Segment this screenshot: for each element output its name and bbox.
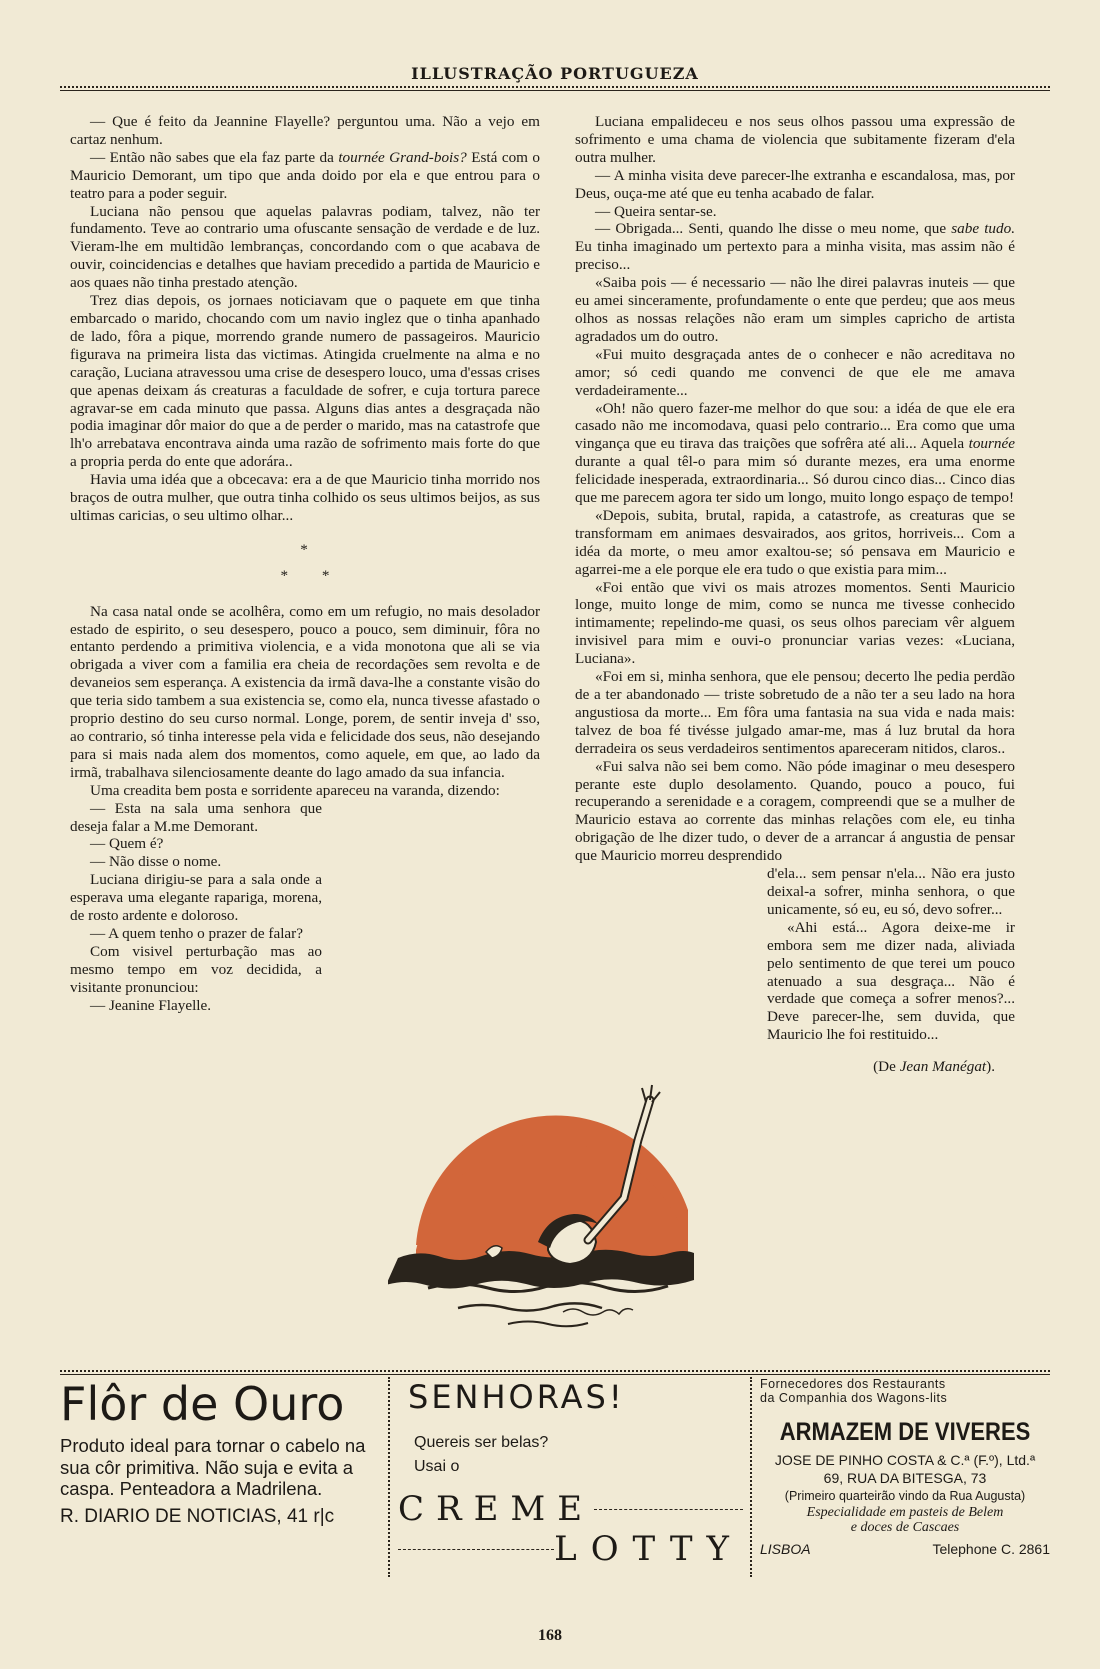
paragraph: — A quem tenho o prazer de falar? [90,924,303,942]
ad-creme-title: SENHORAS! [408,1378,625,1416]
narrow-block [767,865,1015,1044]
paragraph: — Esta na sala uma senhora que deseja falar a M.me Demorant. [70,799,322,835]
right-column [575,113,1015,1076]
ad-divider [388,1377,390,1577]
paragraph: Uma creadita bem posta e sorridente apareceu na varanda, dizendo: [90,781,500,799]
dashed-line [398,1549,554,1550]
ad-armazem-small1: Fornecedores dos Restaurants [760,1377,946,1391]
ad-armazem [760,1377,1050,1557]
paragraph: — Obrigada... Senti, quando lhe disse o meu nome, que sabe tudo. Eu tinha imaginado um pertexto para a minha visita, mas assim não é preciso... [575,220,1016,274]
ad-flor-text: Produto ideal para tornar o cabelo na sua côr primitiva. Não suja e evita a caspa. Penteadora a Madrilena. [60,1435,366,1499]
ad-armazem-phone: Telephone C. 2861 [932,1541,1050,1557]
ad-armazem-city: LISBOA [760,1541,811,1557]
paragraph: — Não disse o nome. [90,853,222,871]
paragraph: «Saiba pois — é necessario — não lhe direi palavras inuteis — que eu amei sinceramente, profundamente o ente que perdeu; que aos meus olhos as nossas relações não eram um simples capricho de artista agradados um do outro. [575,274,1015,345]
paragraph: «Fui muito desgraçada antes de o conhecer e não acreditava no amor; só cedi quando me convenci de que ele me amava verdadeiramente... [575,345,1015,399]
ad-armazem-address: 69, RUA DA BITESGA, 73 [823,1470,987,1486]
ad-armazem-firm: JOSE DE PINHO COSTA & C.ª (F.º), Ltd.ª [774,1452,1036,1468]
ad-creme-brand2: LOTTY [554,1529,743,1569]
ad-armazem-spec1: Especialidade em pasteis de Belem [806,1505,1004,1520]
paragraph: — Quem é? [90,835,164,853]
paragraph: Luciana não pensou que aquelas palavras podiam, talvez, não ter fundamento. Teve ao contrario uma ofuscante sensação de verdade e de luz. Vieram-lhe em multidão lembranças, concordando com o que acabava de ouvir, coincidencias e detalhes que haviam precedido a partida de Mauricio e aos quaes não tinha prestado atenção. [70,202,540,292]
illustration-drawing [388,1080,718,1338]
left-column [70,113,540,1015]
paragraph: d'ela... sem pensar n'ela... Não era justo deixal-a sofrer, minha senhora, o que unicamente, só eu, eu só, devo sofrer... [767,865,1015,918]
paragraph: Havia uma idéa que a obcecava: era a de que Mauricio tinha morrido nos braços de outra mulher, que outra tinha colhido os seus ultimos beijos, as sus ultimas caricias, o seu ultimo olhar... [70,471,540,524]
ad-creme-brand1: CREME [398,1489,595,1529]
paragraph: — A minha visita deve parecer-lhe extranha e escandalosa, mas, por Deus, ouça-me até que eu tenha acabado de falar. [575,166,1015,202]
dashed-line [594,1509,743,1510]
masthead-title: ILLUSTRAÇÃO PORTUGUEZA [411,64,699,83]
ad-armazem-title: ARMAZEM DE VIVERES [779,1417,1031,1446]
paragraph: — Que é feito da Jeannine Flayelle? perguntou uma. Não a vejo em cartaz nenhum. [70,113,540,148]
artist-signature [563,1309,633,1315]
ads-rule [60,1370,1050,1375]
ad-creme-line2: Usai o [414,1458,460,1475]
ad-creme-brand1-row [398,1489,743,1529]
ad-flor-title: Flôr de Ouro [60,1377,345,1431]
ad-divider [750,1377,752,1577]
paragraph: «Oh! não quero fazer-me melhor do que sou: a idéa de que ele era casado não me incomodava, quasi pelo contrario... Era como que uma vingança que eu tirava das traições que sofrêra até ali... Aquela tournée durante a qual têl-o para mim só durante mezes, era uma enorme felicidade inesperada, extraordinaria... Só durou cinco dias... Cinco dias que me parecem agora ter sido um longo, muito longo espaço de tempo! [575,399,1016,507]
paragraph: — Queira sentar-se. [595,202,717,220]
paragraph: «Depois, subita, brutal, rapida, a catastrofe, as creaturas que se transformam em animaes desvairados, aos gritos, horriveis... Com a idéa da morte, o meu amor exaltou-se; só pensava em Mauricio e agarrei-me a ele porque ele era tudo o que existia para mim... [575,506,1015,578]
section-break-star: * [300,540,310,558]
ad-creme-brand2-row [398,1529,743,1569]
page-number: 168 [538,1627,562,1644]
ad-creme-text [414,1431,743,1479]
attribution: (De Jean Manégat). [873,1058,995,1076]
ad-armazem-note: (Primeiro quarteirão vindo da Rua Augusta) [784,1489,1026,1503]
ad-creme-line1: Quereis ser belas? [414,1434,549,1451]
paragraph: Na casa natal onde se acolhêra, como em um refugio, no mais desolador estado de espirito, o seu desespero, pouco a pouco, sem diminuir, fôra no entanto perdendo a primitiva violencia, e a vida monotona que ali se via obrigada a viver com a familia era cheia de recordações sem revolta e de devaneios sem esperança. A existencia da irmã dava-lhe a constante visão do que teria sido tambem a sua existencia se, como ela, nunca tivesse afastado o proprio destino do seu curso normal. Longe, porem, de sentir inveja d' sso, ao contrario, só tinha interesse pela vida e felicidade dos seus, não desejando para si mais nada alem dos momentos, como aquele, em que, ao lado da irmã, trabalhava silenciosamente deante do lago amado da sua infancia. [70,602,540,781]
paragraph: — Então não sabes que ela faz parte da tournée Grand-bois? Está com o Mauricio Demorant, um tipo que anda doido por ela e que entrou para o teatro para a poder seguir. [70,148,541,202]
ad-armazem-footer [760,1541,1050,1557]
narrow-block [70,800,322,1015]
ad-flor-de-ouro [60,1377,380,1528]
ad-armazem-small2: da Companhia dos Wagons-lits [760,1391,948,1405]
header-rule [60,86,1050,91]
ad-armazem-spec2: e doces de Cascaes [850,1520,960,1535]
paragraph: «Foi então que vivi os mais atrozes momentos. Senti Mauricio longe, muito longe de mim, como se nunca me tivesse conhecido intimamente; repelindo-me quasi, os seus olhos pareciam vêr alguem invisivel para mim e ouvi-o pronunciar varias vezes: «Luciana, Luciana». [575,578,1015,668]
paragraph: «Foi em si, minha senhora, que ele pensou; decerto lhe pedia perdão de a ter abandonado — triste sobretudo de a não ter a seu lado na hora angustiosa da morte... Em fôra uma fantasia na sua vida e nada mais: talvez de boa fé tivésse julgado amar-me, mas á luz brutal da hora derradeira os seus verdadeiros sentimentos apareceram nitidos, claros.. [575,668,1015,757]
paragraph: «Ahi está... Agora deixe-me ir embora sem me dizer nada, aliviada pelo sentimento de que terei um pouco atenuado a sua desgraça... Não é verdade que começa a sofrer menos?... Deve parecer-lhe, sem duvida, que Mauricio lhe foi restituido... [767,918,1015,1044]
drowning-woman-illustration [388,1080,718,1338]
ad-flor-address: R. DIARIO DE NOTICIAS, 41 r|c [60,1505,335,1527]
paragraph: Com visivel perturbação mas ao mesmo tempo em voz decidida, a visitante pronunciou: [70,942,322,996]
ad-creme-lotty [398,1377,743,1569]
paragraph: — Jeanine Flayelle. [90,996,212,1014]
paragraph: «Fui salva não sei bem como. Não póde imaginar o meu desespero perante este duplo desolamento. Quando, pouco a pouco, fui recuperando a serenidade e a coragem, compreendi que se a mulher de Mauricio estava ao corrente das minhas relações com ele, eu tinha obrigação de lhe dizer tudo, o dever de a arrancar á angustia de pensar que Mauricio morreu desprendido [575,757,1015,865]
paragraph: Luciana empalideceu e nos seus olhos passou uma expressão de sofrimento e uma chama de violencia que subitamente fizeram d'ela outra mulher. [575,113,1015,166]
paragraph: Luciana dirigiu-se para a sala onde a esperava uma elegante rapariga, morena, de rosto ardente e doloroso. [70,871,322,925]
section-break-stars: * * [280,566,330,584]
advertisements [60,1377,1050,1592]
paragraph: Trez dias depois, os jornaes noticiavam que o paquete em que tinha embarcado o marido, chocando com um navio inglez que o tinha apanhado de lado, fôra a pique, morrendo grande numero de passageiros. Mauricio figurava na primeira lista das victimas. Atingida cruelmente na alma e no caração, Luciana atravessou uma crise de desespero louco, uma d'essas crises que apenas deixam ás creaturas a faculdade de sofrer, e cuja tortura parece agravar-se em cada minuto que passa. Alguns dias antes a desgraçada não podia imaginar dôr maior do que a de perder o marido, mas na catastrofe que lh'o arrebatava encontrava ainda uma razão de sofrimento mais forte do que a propria perda do ente que adorára.. [70,292,540,471]
